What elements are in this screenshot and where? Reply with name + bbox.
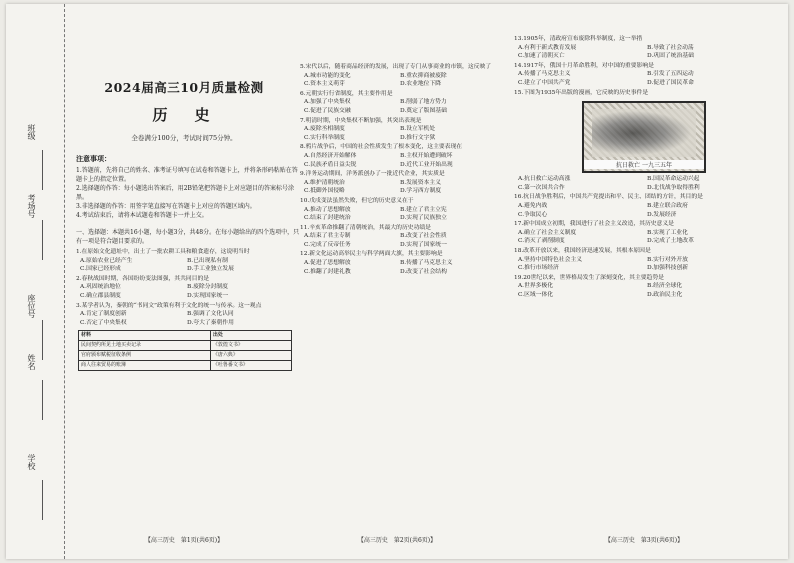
question-stem: 12.新文化运动高举民主与科学两面大旗，其主要影响是	[300, 251, 443, 258]
question-stem: 15.下图为1935年出版的漫画，它反映的历史事件是	[514, 89, 649, 96]
option: D.奠定了版图基础	[400, 107, 447, 114]
page-footer: 【高三历史 第3页(共6页)】	[604, 537, 684, 544]
option: C.实行科举制度	[304, 134, 345, 141]
question-list	[292, 63, 502, 276]
option: C.第一次国共合作	[518, 184, 565, 191]
option: B.发展资本主义	[400, 179, 441, 186]
binding-strip	[6, 4, 65, 559]
option: C.确立郡县制度	[80, 292, 121, 299]
note-item: 2.选择题的作答：每小题选出答案后，用2B铅笔把答题卡上对应题目的答案标号涂黑。	[76, 185, 294, 201]
option: A.传播了马克思主义	[518, 71, 571, 78]
question-stem: 14.1917年，俄国十月革命胜利，对中国的重要影响是	[514, 62, 654, 69]
option: B.强调了文化认同	[187, 311, 234, 318]
option: A.肯定了制度创新	[80, 311, 127, 318]
table-header-row	[79, 331, 292, 341]
option: B.经济全球化	[647, 283, 683, 290]
option: A.有利于新式教育发展	[518, 44, 577, 51]
question-stem: 3.某学者认为，秦朝的“书同文”政策有利于文化的统一与传承。这一观点	[76, 302, 262, 309]
table-row	[79, 361, 292, 371]
question-stem: 16.抗日战争胜利后，中国共产党提出和平、民主、团结的方针，其目的是	[514, 194, 703, 201]
question-options	[518, 44, 776, 61]
option: B.削弱了地方势力	[400, 99, 447, 106]
question-stem: 18.改革开放以来，我国经济迅速发展，其根本原因是	[514, 247, 651, 254]
question-list	[68, 248, 300, 327]
option: D.巩固了统治基础	[647, 53, 694, 60]
table-header-cell: 材料	[79, 331, 211, 341]
option: D.夸大了秦朝作用	[187, 319, 234, 326]
question-list	[506, 35, 782, 299]
question-stem: 7.明清时期，中央集权不断加强，其突出表现是	[300, 117, 422, 124]
binding-label: 考场号	[27, 194, 36, 218]
option: B.废除分封制度	[187, 284, 228, 291]
option: D.学习西方制度	[400, 188, 442, 195]
page-1	[68, 4, 300, 559]
question-stem: 10.戊戌变法虽然失败，但它的历史意义在于	[300, 197, 414, 204]
option: C.国家已经形成	[80, 266, 121, 273]
option: C.建立了中国共产党	[518, 79, 571, 86]
option: B.改变了社会性质	[400, 233, 447, 240]
option: C.结束了封建统治	[304, 215, 351, 222]
question-options	[304, 206, 496, 223]
option: C.推翻了封建礼教	[304, 268, 351, 275]
option: D.完成了土地改革	[647, 238, 694, 245]
binding-label: 姓名	[27, 354, 36, 370]
table-row	[79, 351, 292, 361]
question-options	[518, 70, 776, 87]
exam-subject: 历 史	[152, 106, 216, 124]
option: A.避免内战	[518, 202, 548, 209]
question-stem: 11.辛亥革命推翻了清朝统治，其最大的历史功绩是	[300, 224, 431, 231]
question-options	[304, 72, 496, 89]
option: B.实现了工业化	[647, 229, 688, 236]
page-footer: 【高三历史 第1页(共6页)】	[144, 537, 224, 544]
question-options	[304, 259, 496, 276]
option: B.建立联合政府	[647, 202, 688, 209]
option: B.设立军机处	[400, 126, 436, 133]
cartoon-image	[592, 109, 696, 157]
option: D.促进了国民革命	[647, 79, 694, 86]
option: C.完成了反帝任务	[304, 241, 351, 248]
table-cell: 官府颁布赋税征收条例	[79, 351, 211, 361]
note-item: 3.非选择题的作答：用签字笔直接写在答题卡上对应的答题区域内。	[76, 203, 256, 210]
option: A.坚持中国特色社会主义	[518, 256, 582, 263]
question-options	[518, 175, 776, 192]
option: C.区域一体化	[518, 291, 554, 298]
binding-line	[42, 380, 44, 420]
question-options	[304, 152, 496, 169]
option: B.建立了君主立宪	[400, 206, 447, 213]
binding-line	[42, 150, 44, 190]
question-options	[304, 125, 496, 142]
page-2	[292, 4, 502, 559]
option: A.结束了君主专制	[304, 233, 351, 240]
option: D.政治民主化	[647, 291, 683, 298]
binding-line	[42, 220, 44, 260]
option: A.巩固统治地位	[80, 284, 121, 291]
question-options	[80, 283, 294, 300]
option: A.促进了思想解放	[304, 260, 351, 267]
option: C.促进了民族交融	[304, 107, 351, 114]
binding-label: 座位号	[27, 294, 36, 318]
option: D.加强科技创新	[647, 265, 689, 272]
table-cell: 《敦煌文书》	[210, 341, 291, 351]
option: D.农业地位下降	[400, 81, 442, 88]
option: C.消灭了剥削制度	[518, 238, 565, 245]
exam-sheet	[6, 4, 788, 559]
option: B.导致了社会动荡	[647, 44, 694, 51]
option: C.否定了中央集权	[80, 319, 127, 326]
notes-list	[68, 166, 300, 220]
option: C.加速了清朝灭亡	[518, 53, 565, 60]
option: B.已出现私有制	[187, 257, 228, 264]
option: A.废除丞相制度	[304, 126, 345, 133]
exam-title: 2024届高三10月质量检测	[104, 80, 264, 95]
question-options	[304, 232, 496, 249]
section-heading: 一、选择题：本题共16小题，每小题3分，共48分。在每小题给出的四个选项中，只有一项是符合题目要求的。	[76, 229, 300, 245]
option: B.国民革命运动兴起	[647, 176, 700, 183]
option: A.自然经济开始解体	[304, 152, 357, 159]
option: B.引发了五四运动	[647, 71, 694, 78]
question-stem: 5.宋代以后，随着商品经济的发展，出现了专门从事商业的市镇，这反映了	[300, 64, 492, 70]
note-item: 1.答题前，先将自己的姓名、准考证号填写在试卷和答题卡上，并将条形码粘贴在答题卡上的指定位置。	[76, 167, 298, 183]
table-row	[79, 341, 292, 351]
notes-heading: 注意事项：	[76, 154, 111, 163]
option: D.实现了国家统一	[400, 241, 447, 248]
option: D.手工业独立发展	[187, 266, 234, 273]
table-cell: 《唐六典》	[210, 351, 291, 361]
binding-line	[42, 320, 44, 360]
question-options	[80, 310, 294, 327]
question-options	[304, 179, 496, 196]
table-cell: 《吐鲁番文书》	[210, 361, 291, 371]
option: A.维护清朝统治	[304, 179, 345, 186]
option: D.发展经济	[647, 211, 677, 218]
option: D.近代工业开始出现	[400, 161, 453, 168]
question-options	[304, 98, 496, 115]
table-cell: 商人往来贸易的账簿	[79, 361, 211, 371]
cartoon-caption: 抗日救亡 一九三五年	[584, 160, 704, 169]
option: A.抗日救亡运动高涨	[518, 176, 571, 183]
exam-meta: 全卷满分100分，考试时间75分钟。	[131, 134, 237, 142]
option: A.原始农业已经产生	[80, 257, 133, 264]
note-item: 4.考试结束后，请将本试题卷和答题卡一并上交。	[76, 212, 208, 219]
question-options	[80, 257, 294, 274]
option: B.主权开始遭到破坏	[400, 152, 453, 159]
option: D.实现国家统一	[187, 292, 229, 299]
option: D.实现了民族独立	[400, 215, 447, 222]
option: A.推动了思想解放	[304, 206, 351, 213]
option: D.推行文字狱	[400, 134, 436, 141]
question-stem: 1.在原始文化遗址中，出土了一批农耕工具和粮食遗存，这说明当时	[76, 249, 250, 255]
binding-label: 班级	[27, 124, 36, 140]
cartoon-figure	[582, 101, 706, 173]
material-table	[78, 330, 292, 371]
option: B.传播了马克思主义	[400, 260, 453, 267]
question-stem: 2.春秋战国时期，各国纷纷变法图强，其共同目的是	[76, 275, 210, 282]
option: C.抵御外国侵略	[304, 188, 345, 195]
question-options	[518, 256, 776, 273]
option: C.争取民心	[518, 211, 548, 218]
option: A.世界多极化	[518, 283, 554, 290]
option: D.北伐战争取得胜利	[647, 184, 700, 191]
option: A.城市功能的变化	[304, 72, 351, 79]
question-options	[518, 229, 776, 246]
question-stem: 6.元朝实行行省制度，其主要作用是	[300, 90, 393, 97]
question-options	[518, 282, 776, 299]
option: B.重农抑商被废除	[400, 72, 447, 79]
question-stem: 8.鸦片战争后，中国的社会性质发生了根本变化，这主要表现在	[300, 144, 463, 151]
option: A.确立了社会主义制度	[518, 229, 577, 236]
option: A.加强了中央集权	[304, 99, 351, 106]
question-stem: 13.1905年，清政府宣布废除科举制度，这一举措	[514, 36, 643, 42]
table-cell: 民间契约所见土地买卖记录	[79, 341, 211, 351]
option: C.推行市场经济	[518, 265, 559, 272]
binding-label: 学校	[27, 454, 36, 470]
page-footer: 【高三历史 第2页(共6页)】	[357, 537, 437, 544]
binding-line	[42, 480, 44, 520]
question-stem: 9.洋务运动期间，洋务派创办了一批近代企业，其实质是	[300, 171, 445, 178]
option: D.改变了社会结构	[400, 268, 447, 275]
question-stem: 19.20世纪以来，世界格局发生了深刻变化，其主要趋势是	[514, 274, 664, 281]
option: C.民族矛盾日益尖锐	[304, 161, 357, 168]
question-stem: 17.新中国成立初期，我国进行了社会主义改造，其历史意义是	[514, 221, 674, 228]
page-3	[506, 4, 782, 559]
option: C.资本主义萌芽	[304, 81, 345, 88]
option: B.实行对外开放	[647, 256, 688, 263]
question-options	[518, 202, 776, 219]
table-header-cell: 出处	[210, 331, 291, 341]
